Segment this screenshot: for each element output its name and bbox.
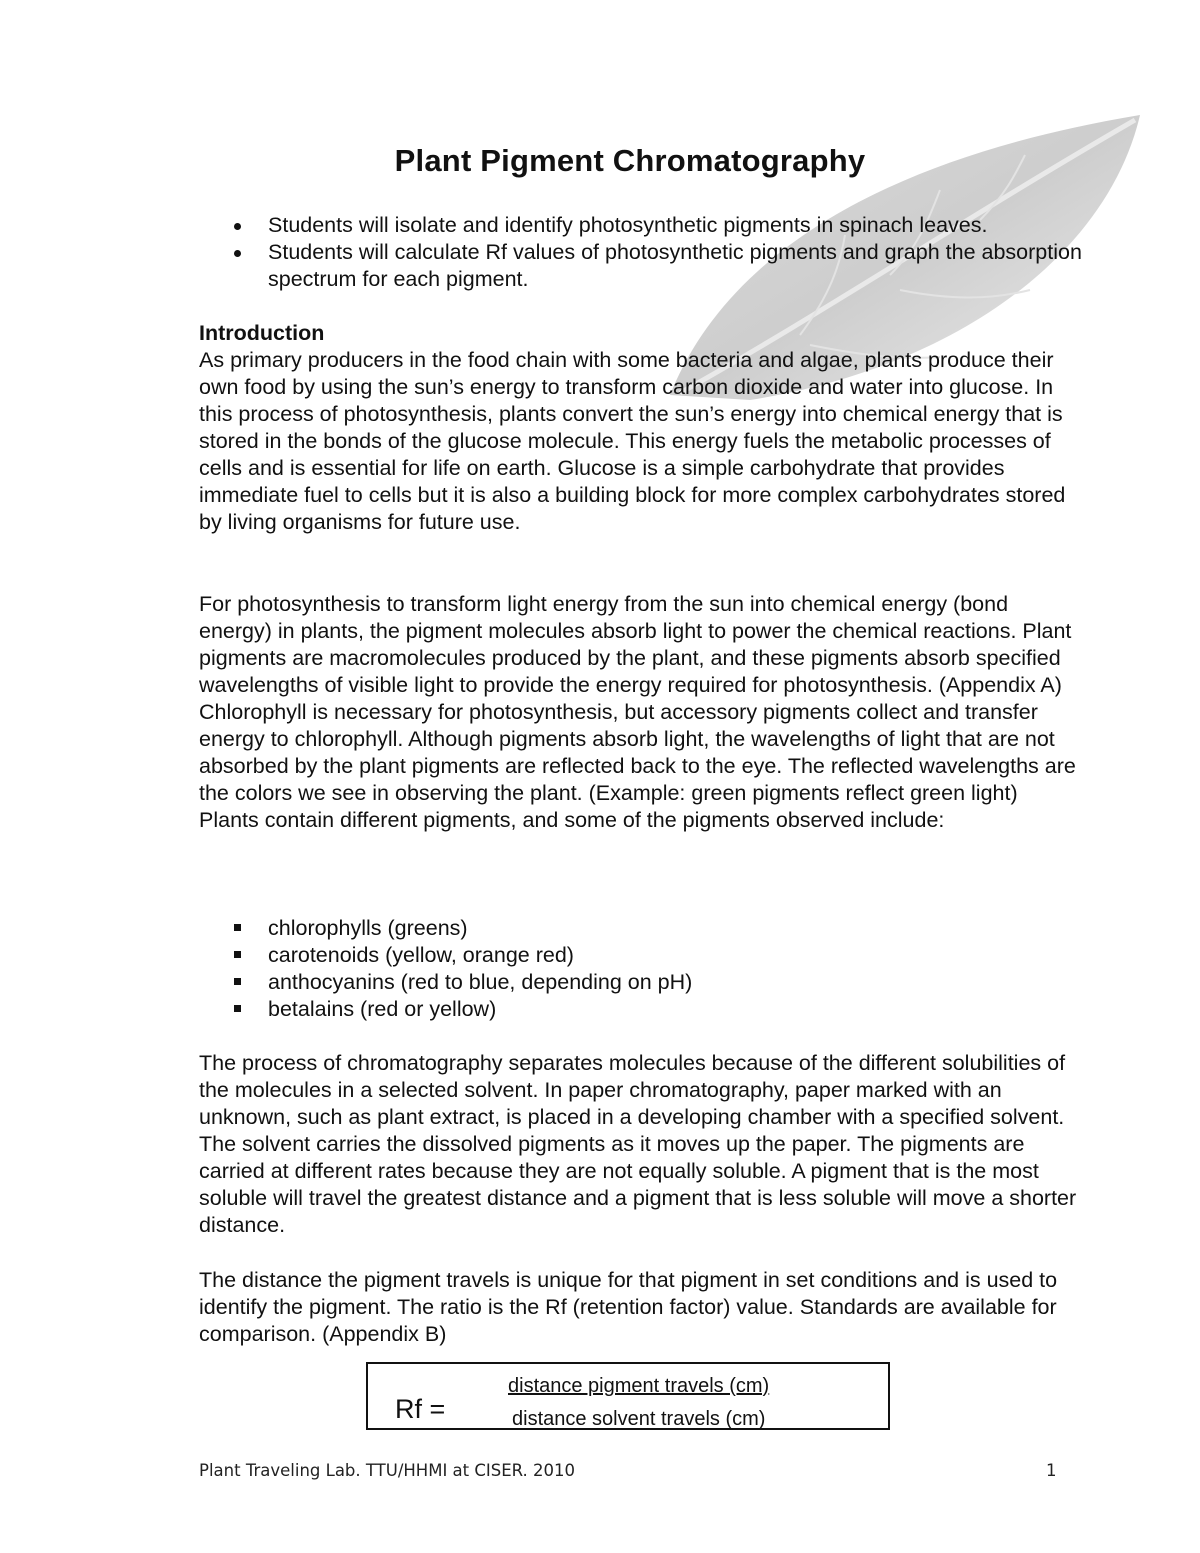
objective-item: Students will calculate Rf values of photosynthetic pigments and graph the absorption spectrum for each pigment. — [268, 239, 1088, 293]
intro-paragraph-1: As primary producers in the food chain with some bacteria and algae, plants produce their own food by using the sun’s energy to transform carbon dioxide and water into glucose. In this process of photosynthesis, plants convert the sun’s energy into chemical energy that is stored in the bonds of the glucose molecule. This energy fuels the metabolic processes of cells and is essential for life on earth. Glucose is a simple carbohydrate that provides immediate fuel to cells but it is also a building block for more complex carbohydrates stored by living organisms for future use. — [199, 348, 1066, 534]
pigment-list-item: chlorophylls (greens) — [268, 915, 968, 942]
intro-paragraph-2: For photosynthesis to transform light energy from the sun into chemical energy (bond energy) in plants, the pigment molecules absorb light to power the chemical reactions. Plant pigments are macromolecules produced by the plant, and these pigments absorb specified wavelengths of visible light to provide the energy required for photosynthesis. (Appendix A) Chlorophyll is necessary for photosynthesis, but accessory pigments collect and transfer energy to chlorophyll. Although pigments absorb light, the wavelengths of light that are not absorbed by the plant pigments are reflected back to the eye. The reflected wavelengths are the colors we see in observing the plant. (Example: green pigments reflect green light) Plants contain different pigments, and some of the pigments observed include: — [199, 592, 1076, 832]
section-heading-introduction: Introduction — [199, 321, 325, 345]
rf-denominator: distance solvent travels (cm) — [512, 1408, 766, 1430]
intro-paragraph-3: The process of chromatography separates molecules because of the different solubilities of the molecules in a selected solvent. In paper chromatography, paper marked with an unknown, such as plant extract, is placed in a developing chamber with a specified solvent. The solvent carries the dissolved pigments as it moves up the paper. The pigments are carried at different rates because they are not equally soluble. A pigment that is the most soluble will travel the greatest distance and a pigment that is less soluble will move a shorter distance. — [199, 1051, 1077, 1237]
pigment-list — [268, 915, 968, 1023]
rf-numerator: distance pigment travels (cm) — [508, 1375, 770, 1397]
footer-text: Plant Traveling Lab. TTU/HHMI at CISER. 2010 — [199, 1461, 576, 1480]
intro-paragraph-4: The distance the pigment travels is unique for that pigment in set conditions and is used to identify the pigment. The ratio is the Rf (retention factor) value. Standards are available for comparison. (Appendix B) — [199, 1268, 1058, 1346]
pigment-list-item: anthocyanins (red to blue, depending on pH) — [268, 969, 968, 996]
objective-item: Students will isolate and identify photosynthetic pigments in spinach leaves. — [268, 212, 1088, 239]
page-number: 1 — [1046, 1461, 1057, 1480]
rf-label: Rf = — [395, 1394, 446, 1424]
pigment-list-item: carotenoids (yellow, orange red) — [268, 942, 968, 969]
pigment-list-item: betalains (red or yellow) — [268, 996, 968, 1023]
rf-formula-box — [366, 1362, 890, 1430]
page-title: Plant Pigment Chromatography — [394, 143, 866, 178]
objectives-list — [268, 212, 1088, 293]
